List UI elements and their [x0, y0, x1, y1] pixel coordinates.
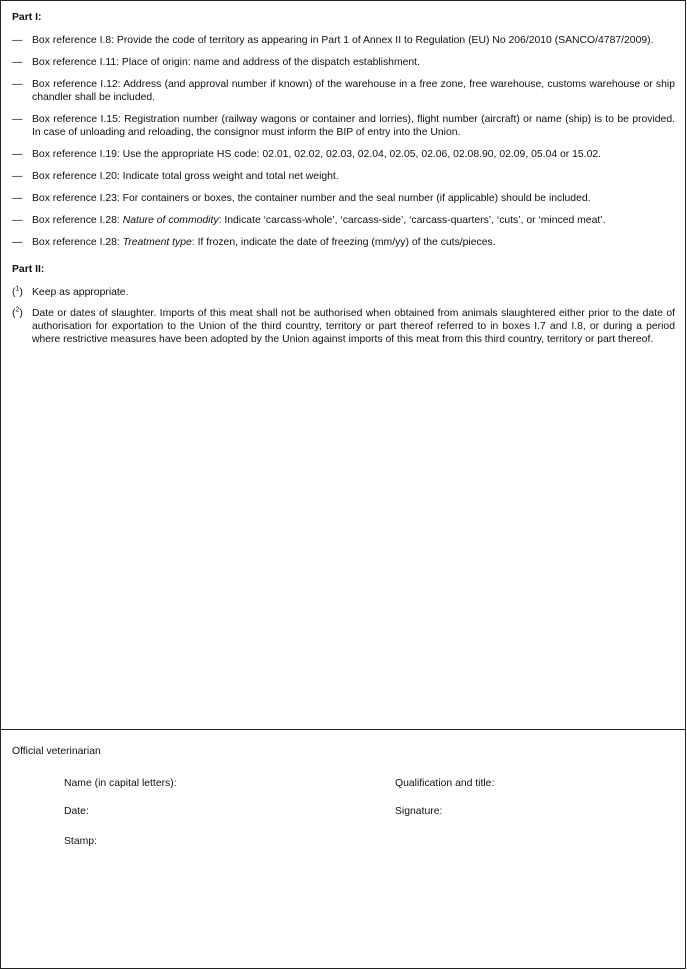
note-text: Box reference I.28:: [32, 237, 123, 248]
dash-bullet: —: [12, 79, 23, 90]
dash-bullet: —: [12, 193, 23, 204]
veterinarian-title: Official veterinarian: [12, 746, 101, 757]
note-text: Box reference I.15: Registration number (railway wagons or container and lorries), flight number (aircraft) or name (ship) is to be provided. In case of unloading and reloading, the consignor must inform the BIP of entry into the Union.: [32, 114, 675, 138]
note-text: Box reference I.8: Provide the code of territory as appearing in Part 1 of Annex II to Regulation (EU) No 206/2010 (SANCO/4787/2009).: [32, 35, 654, 46]
note-text-rest: : If frozen, indicate the date of freezing (mm/yy) of the cuts/pieces.: [191, 237, 496, 248]
veterinarian-section: [12, 745, 672, 847]
footnote-2: [12, 307, 675, 346]
dash-bullet: —: [12, 57, 23, 68]
note-italic-term: Treatment type: [122, 237, 192, 248]
note-box-i20: [12, 170, 675, 183]
name-field-label: Name (in capital letters):: [64, 778, 177, 789]
part-1-heading: Part I:: [12, 12, 42, 23]
qualification-field-label: Qualification and title:: [395, 778, 495, 789]
note-box-i28-treatment: [12, 236, 675, 249]
footnote-text: Keep as appropriate.: [32, 287, 129, 298]
dash-bullet: —: [12, 215, 23, 226]
dash-bullet: —: [12, 35, 23, 46]
notes-section: [12, 11, 675, 354]
note-box-i23: [12, 192, 675, 205]
dash-bullet: —: [12, 171, 23, 182]
dash-bullet: —: [12, 114, 23, 125]
note-text-rest: : Indicate ‘carcass-whole’, ‘carcass-side’, ‘carcass-quarters’, ‘cuts’, or ‘minced meat’.: [218, 215, 606, 226]
part-2-heading: Part II:: [12, 264, 45, 275]
note-text: Box reference I.12: Address (and approval number if known) of the warehouse in a free zone, free warehouse, customs warehouse or ship chandler shall be included.: [32, 79, 675, 103]
footnote-text: Date or dates of slaughter. Imports of this meat shall not be authorised when obtained from animals slaughtered either prior to the date of authorisation for exportation to the Union of the third country, territory or part thereof referred to in boxes I.7 and I.8, or during a period where restrictive measures have been adopted by the Union against imports of this meat from this third country, territory or part thereof.: [32, 308, 675, 345]
date-field-label: Date:: [64, 806, 89, 817]
note-text: Box reference I.23: For containers or boxes, the container number and the seal number (if applicable) should be included.: [32, 193, 591, 204]
footnote-marker: ($^2$): [12, 306, 23, 319]
footnote-1: [12, 286, 675, 299]
note-box-i11: [12, 56, 675, 69]
note-box-i19: [12, 148, 675, 161]
note-box-i12: [12, 78, 675, 104]
note-text: Box reference I.11: Place of origin: name and address of the dispatch establishment.: [32, 57, 420, 68]
dash-bullet: —: [12, 237, 23, 248]
footnote-marker: ($^1$): [12, 285, 23, 298]
dash-bullet: —: [12, 149, 23, 160]
note-box-i15: [12, 113, 675, 139]
note-text: Box reference I.20: Indicate total gross weight and total net weight.: [32, 171, 339, 182]
note-italic-term: Nature of commodity: [122, 215, 219, 226]
note-text: Box reference I.19: Use the appropriate HS code: 02.01, 02.02, 02.03, 02.04, 02.05, 02.06, 02.08.90, 02.09, 05.04 or 15.02.: [32, 149, 602, 160]
signature-field-label: Signature:: [395, 806, 443, 817]
stamp-field-label: Stamp:: [64, 836, 97, 847]
note-box-i28-nature: [12, 214, 675, 227]
section-divider: [0, 729, 686, 730]
note-text: Box reference I.28:: [32, 215, 123, 226]
note-box-i8: [12, 34, 675, 47]
